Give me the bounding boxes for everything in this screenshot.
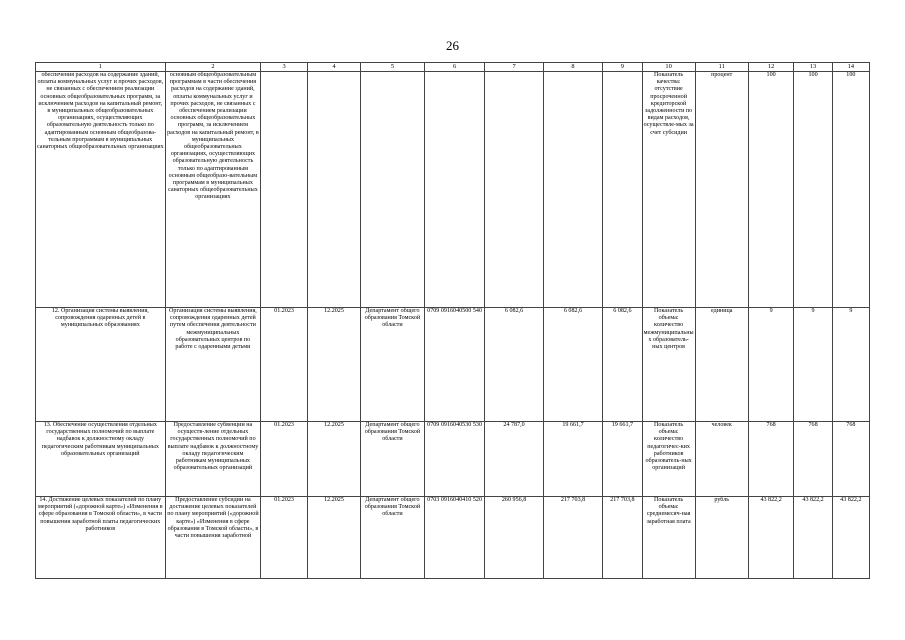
task-name-cell: обеспечения расходов на содержание зданий, оплаты коммунальных услуг и прочих расходов, не связанных с обеспечением реализации основных общеобразовательных программ, за исключением расходов на капитальный ремонт, в муниципальных общеобразовательных организациях, осуществляющих образовательную деятельность только по адаптированным основным общеобразова-тельным программам в муниципальных санаторных общеобразовательных организациях: [36, 72, 166, 308]
header-cell: 10: [642, 63, 695, 72]
unit-cell: единица: [695, 308, 748, 422]
header-cell: 7: [485, 63, 543, 72]
amount-cell: 24 787,0: [485, 422, 543, 497]
document-table: [35, 62, 870, 579]
budget-code-cell: [424, 72, 485, 308]
header-cell: 2: [165, 63, 261, 72]
amount-cell: 19 661,7: [603, 422, 642, 497]
value-cell: 768: [794, 422, 832, 497]
header-row: [36, 63, 870, 72]
value-cell: 768: [832, 422, 869, 497]
indicator-cell: Показатель объема: количество педагогичес-ких работников образователь-ных организаций: [642, 422, 695, 497]
unit-cell: человек: [695, 422, 748, 497]
amount-cell: 19 661,7: [543, 422, 602, 497]
start-date-cell: 01.2023: [261, 422, 308, 497]
header-cell: 4: [307, 63, 360, 72]
amount-cell: 6 082,6: [603, 308, 642, 422]
budget-code-cell: 0709 0916040500 540: [424, 308, 485, 422]
header-cell: 3: [261, 63, 308, 72]
start-date-cell: 01.2023: [261, 308, 308, 422]
amount-cell: 260 956,8: [485, 497, 543, 579]
executor-cell: [361, 72, 425, 308]
task-name-cell: 13. Обеспечение осуществления отдельных государственных полномочий по выплате надбавок к должностному окладу педагогическим работникам муниципальных образовательных организаций: [36, 422, 166, 497]
header-cell: 6: [424, 63, 485, 72]
value-cell: 9: [832, 308, 869, 422]
amount-cell: 217 703,8: [543, 497, 602, 579]
budget-code-cell: 0703 0916040410 520: [424, 497, 485, 579]
executor-cell: Департамент общего образования Томской области: [361, 308, 425, 422]
table-row: [36, 497, 870, 579]
amount-cell: 6 082,6: [543, 308, 602, 422]
indicator-cell: Показатель качества: отсутствие просроченной кредиторской задолженности по видам расходов, осуществле-мых за счет субсидии: [642, 72, 695, 308]
header-cell: 13: [794, 63, 832, 72]
amount-cell: [485, 72, 543, 308]
amount-cell: 6 082,6: [485, 308, 543, 422]
unit-cell: процент: [695, 72, 748, 308]
indicator-cell: Показатель объема: количество межмуниципальных образователь-ных центров: [642, 308, 695, 422]
activity-cell: основным общеобразовательным программам в части обеспечения расходов на содержание зданий, оплаты коммунальных услуг и прочих расходов, не связанных с обеспечением реализации основных общеобразовательных программ, за исключением расходов на капитальный ремонт, в муниципальных общеобразовательных организациях, осуществляющих образовательную деятельность только по адаптированным основным общеобразо-вательным программам в муниципальных санаторных общеобразовательных организациях: [165, 72, 261, 308]
header-cell: 12: [748, 63, 794, 72]
end-date-cell: 12.2025: [307, 422, 360, 497]
table-row: [36, 72, 870, 308]
amount-cell: 217 703,8: [603, 497, 642, 579]
budget-code-cell: 0709 0916040530 530: [424, 422, 485, 497]
task-name-cell: 14. Достижение целевых показателей по плану мероприятий («дорожной карте») «Изменения в сфере образования в Томской области», в части повышения заработной платы педагогических работников: [36, 497, 166, 579]
table-row: [36, 422, 870, 497]
value-cell: 43 822,2: [748, 497, 794, 579]
header-cell: 5: [361, 63, 425, 72]
amount-cell: [543, 72, 602, 308]
executor-cell: Департамент общего образования Томской области: [361, 422, 425, 497]
amount-cell: [603, 72, 642, 308]
activity-cell: Предоставление субвенции на осуществ-ление отдельных государственных полномочий по выплате надбавок к должностному окладу педагогическим работникам муниципальных образовательных организаций: [165, 422, 261, 497]
end-date-cell: 12.2025: [307, 497, 360, 579]
header-cell: 14: [832, 63, 869, 72]
end-date-cell: [307, 72, 360, 308]
indicator-cell: Показатель объема: среднемесяч-ная заработная плата: [642, 497, 695, 579]
page-number: 26: [446, 38, 459, 53]
start-date-cell: 01.2023: [261, 497, 308, 579]
executor-cell: Департамент общего образования Томской области: [361, 497, 425, 579]
value-cell: 100: [748, 72, 794, 308]
header-cell: 8: [543, 63, 602, 72]
value-cell: 100: [832, 72, 869, 308]
value-cell: 9: [794, 308, 832, 422]
header-cell: 11: [695, 63, 748, 72]
value-cell: 43 822,2: [832, 497, 869, 579]
header-cell: 1: [36, 63, 166, 72]
value-cell: 768: [748, 422, 794, 497]
value-cell: 43 822,2: [794, 497, 832, 579]
end-date-cell: 12.2025: [307, 308, 360, 422]
activity-cell: Организация системы выявления, сопровождения одаренных детей путем обеспечения деятельности межмуниципальных образовательных центров по работе с одаренными детьми: [165, 308, 261, 422]
value-cell: 100: [794, 72, 832, 308]
value-cell: 9: [748, 308, 794, 422]
unit-cell: рубль: [695, 497, 748, 579]
activity-cell: Предоставление субсидии на достижение целевых показателей по плану мероприятий («дорожной карте») «Изменения в сфере образования в Томской области», в части повышения заработной: [165, 497, 261, 579]
start-date-cell: [261, 72, 308, 308]
header-cell: 9: [603, 63, 642, 72]
task-name-cell: 12. Организация системы выявления, сопровождения одаренных детей в муниципальных образованиях: [36, 308, 166, 422]
table-row: [36, 308, 870, 422]
